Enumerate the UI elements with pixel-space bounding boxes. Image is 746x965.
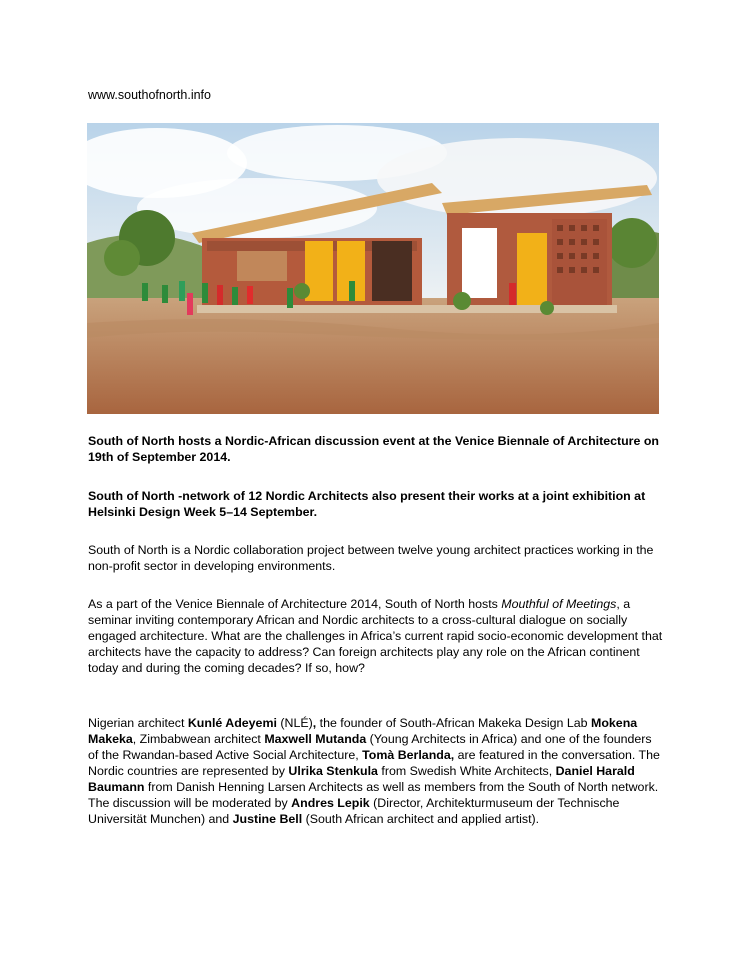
headline-venice-text: South of North hosts a Nordic-African discussion event at the Venice Biennale of Architecture on 19th of September 2014. [88,434,659,464]
participants-paragraph [88,715,663,827]
website-url: www.southofnorth.info [88,88,211,102]
headline-helsinki-text: South of North -network of 12 Nordic Architects also present their works at a joint exhibition at Helsinki Design Week 5–14 September. [88,489,646,519]
speaker-name: Kunlé Adeyemi [187,716,277,730]
speaker-name: Daniel Harald Baumann [88,764,635,794]
moderator-name: Andres Lepik [291,796,370,810]
intro-paragraph [88,542,663,574]
headline-helsinki [88,488,663,520]
participants-paragraph-text: Nigerian architect Kunlé Adeyemi (NLÉ), the founder of South-African Makeka Design Lab Mokena Makeka, Zimbabwean architect Maxwell Mutanda (Young Architects in Africa) and one of the founders of the Rwandan-based Active Social Architecture, Tomà Berlanda, are featured in the conversation. The Nordic countries are represented by Ulrika Stenkula from Swedish White Architects, Daniel Harald Baumann from Danish Henning Larsen Architects as well as members from the South of North network. The discussion will be moderated by Andres Lepik (Director, Architekturmuseum der Technische Universität Munchen) and Justine Bell (South African architect and applied artist). [88,716,660,826]
intro-paragraph-text: South of North is a Nordic collaboration project between twelve young architect practices working in the non-profit sector in developing environments. [88,543,654,573]
moderator-name: Justine Bell [232,812,303,826]
speaker-name: Mokena Makeka [88,716,638,746]
headline-venice [88,433,663,465]
photo-illustration [87,123,659,414]
speaker-name: Tomà Berlanda, [362,748,455,762]
school-building-photo [87,123,659,414]
seminar-paragraph-text: As a part of the Venice Biennale of Architecture 2014, South of North hosts Mouthful of Meetings, a seminar inviting contemporary African and Nordic architects to a cross-cultural dialogue on socially engaged architecture. What are the challenges in Africa’s current rapid socio-economic development that architects have the capacity to address? Can foreign architects play any role on the African continent today and during the coming decades? If so, how? [88,597,663,675]
speaker-name: Ulrika Stenkula [288,764,378,778]
seminar-title: Mouthful of Meetings [501,597,617,611]
seminar-paragraph [88,596,663,676]
speaker-name: Maxwell Mutanda [264,732,367,746]
